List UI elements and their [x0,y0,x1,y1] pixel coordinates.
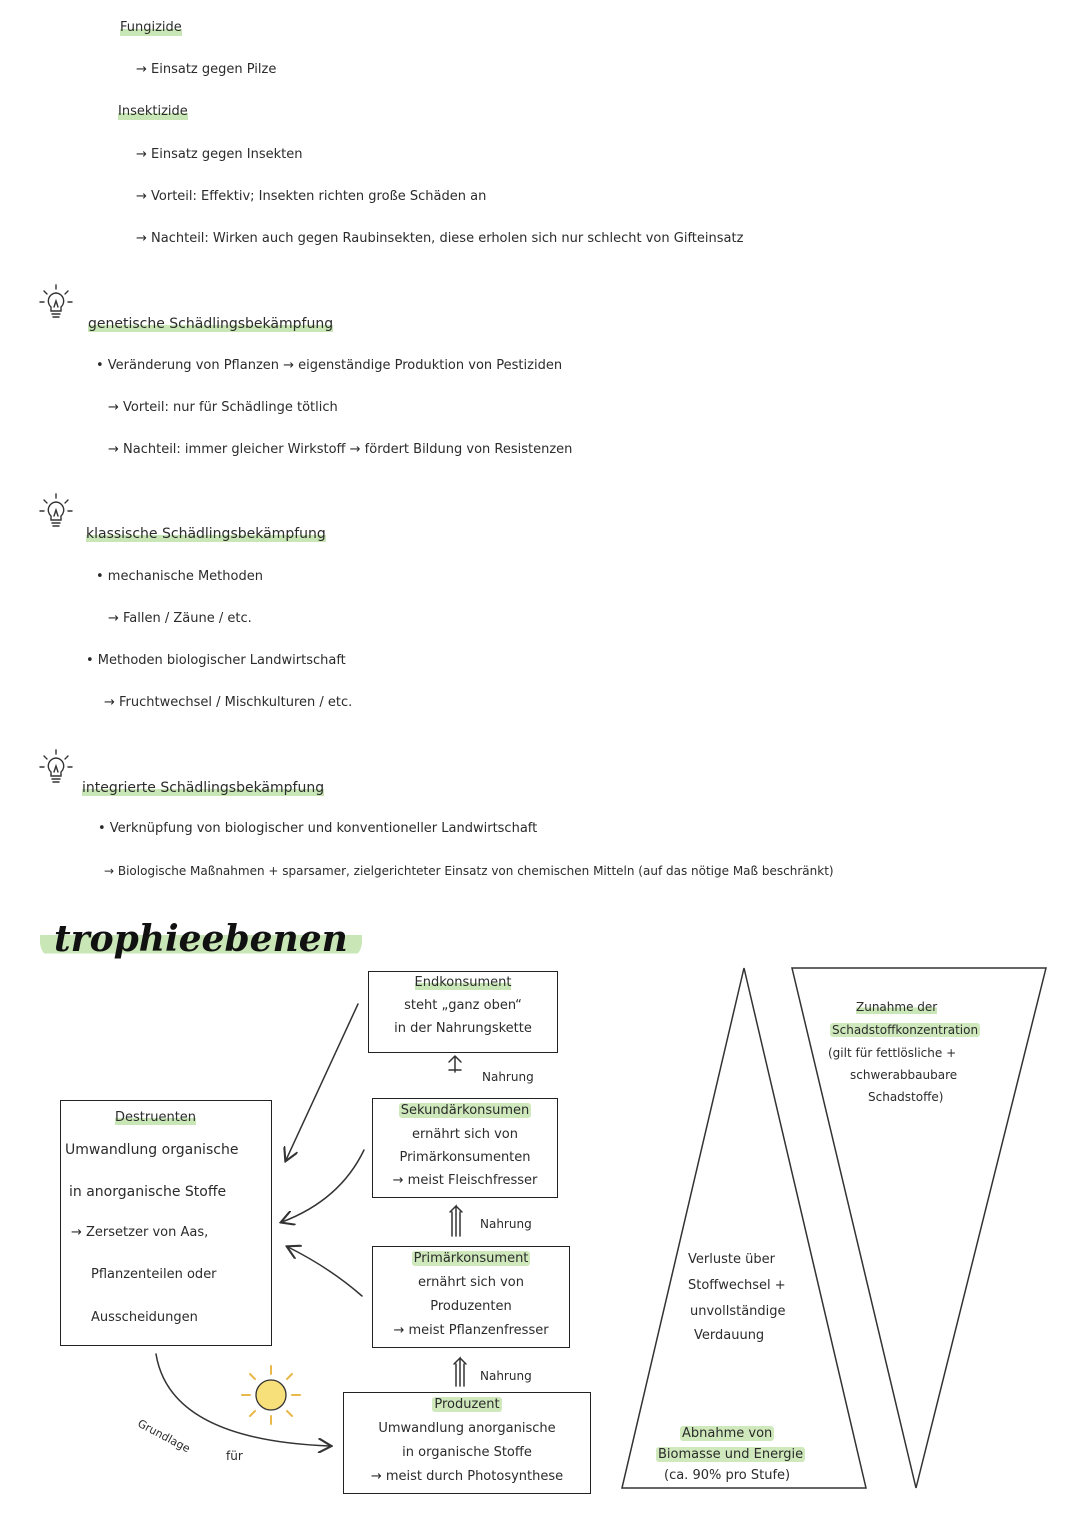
insektizide-vorteil: → Vorteil: Effektiv; Insekten richten große Schäden an [136,189,487,204]
sekundaer-l1: ernährt sich von [412,1127,518,1142]
destruenten-l4: Pflanzenteilen oder [91,1267,217,1282]
produzent-l1: Umwandlung anorganische [378,1421,556,1436]
nahrung-label-1: Nahrung [482,1070,534,1084]
zunahme-l3: (gilt für fettlösliche + [828,1046,957,1060]
destruenten-l3: → Zersetzer von Aas, [71,1225,209,1240]
destruenten-l1: Umwandlung organische [65,1142,239,1158]
grundlage-label: Grundlage [135,1416,193,1456]
sekundaerkonsument-box [372,1098,558,1198]
primaer-title: Primärkonsument [413,1251,529,1266]
integriert-title: integrierte Schädlingsbekämpfung [82,780,325,796]
produzent-l2: in organische Stoffe [402,1445,532,1460]
zunahme-l4: schwerabbaubare [850,1068,958,1082]
produzent-box [343,1392,591,1494]
klassisch-bio: • Methoden biologischer Landwirtschaft [86,653,346,668]
endkonsument-box [368,971,558,1053]
genetisch-line1: • Veränderung von Pflanzen → eigenständige Produktion von Pestiziden [96,358,563,373]
fuer-label: für [226,1449,243,1463]
destruenten-title: Destruenten [115,1110,197,1125]
insektizide-einsatz: → Einsatz gegen Insekten [136,147,303,162]
primaer-l1: ernährt sich von [418,1275,524,1290]
trophie-title: trophieebenen [40,918,362,960]
destruenten-l2: in anorganische Stoffe [69,1184,227,1200]
verluste-l3: unvollständige [690,1304,786,1319]
destruenten-box [60,1100,272,1346]
genetisch-vorteil: → Vorteil: nur für Schädlinge tötlich [108,400,338,415]
verluste-l4: Verdauung [694,1328,765,1343]
klassisch-bio-sub: → Fruchtwechsel / Mischkulturen / etc. [104,695,353,710]
nahrung-label-3: Nahrung [480,1369,532,1383]
sekundaer-l2: Primärkonsumenten [399,1150,531,1165]
integriert-line1: • Verknüpfung von biologischer und konventioneller Landwirtschaft [98,821,538,836]
primaer-l2: Produzenten [430,1299,512,1314]
destruenten-l5: Ausscheidungen [91,1310,198,1325]
sekundaer-title: Sekundärkonsumen [400,1103,530,1118]
nahrung-label-2: Nahrung [480,1217,532,1231]
klassisch-title: klassische Schädlingsbekämpfung [86,526,326,542]
integriert-line2: → Biologische Maßnahmen + sparsamer, zielgerichteter Einsatz von chemischen Mitteln (auf das nötige Maß beschränkt) [104,864,834,878]
fungizide-title: Fungizide [120,20,182,35]
verluste-l2: Stoffwechsel + [688,1278,786,1293]
sekundaer-l3: → meist Fleischfresser [392,1173,538,1188]
genetisch-nachteil: → Nachteil: immer gleicher Wirkstoff → fördert Bildung von Resistenzen [108,442,573,457]
zunahme-l5: Schadstoffe) [868,1090,944,1104]
produzent-l3: → meist durch Photosynthese [370,1469,564,1484]
abnahme-l3: (ca. 90% pro Stufe) [664,1468,791,1483]
fungizide-einsatz: → Einsatz gegen Pilze [136,62,277,77]
zunahme-l1: Zunahme der [856,1000,938,1014]
endkonsument-l2: in der Nahrungskette [394,1021,532,1036]
verluste-l1: Verluste über [688,1252,775,1267]
insektizide-nachteil: → Nachteil: Wirken auch gegen Raubinsekten, diese erholen sich nur schlecht von Gifteinsatz [136,231,744,246]
klassisch-mech-sub: → Fallen / Zäune / etc. [108,611,252,626]
produzent-title: Produzent [434,1397,500,1412]
primaer-l3: → meist Pflanzenfresser [393,1323,549,1338]
endkonsument-l1: steht „ganz oben“ [404,998,522,1013]
abnahme-l2: Biomasse und Energie [658,1447,804,1462]
sun-icon [238,1362,304,1428]
genetisch-title: genetische Schädlingsbekämpfung [88,316,334,332]
klassisch-mech: • mechanische Methoden [96,569,263,584]
abnahme-l1: Abnahme von [682,1426,773,1441]
primaerkonsument-box [372,1246,570,1348]
endkonsument-title: Endkonsument [414,975,512,990]
insektizide-title: Insektizide [118,104,188,119]
zunahme-l2: Schadstoffkonzentration [832,1023,979,1037]
